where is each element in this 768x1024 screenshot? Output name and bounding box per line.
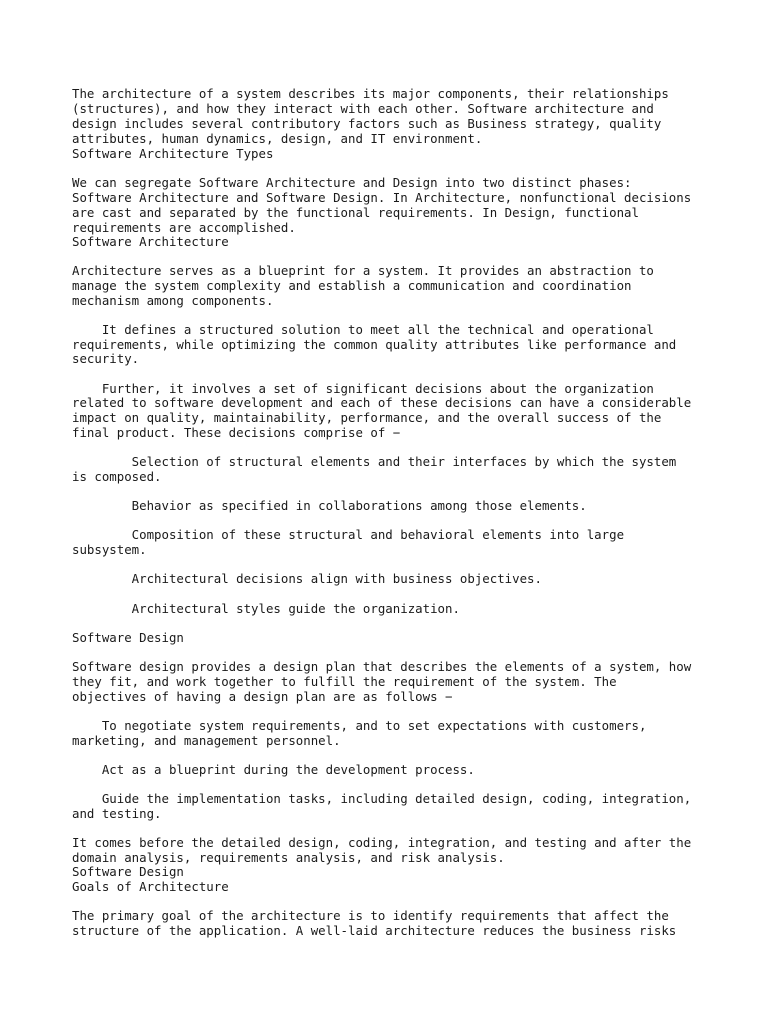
text-line: domain analysis, requirements analysis, and risk analysis. (72, 850, 505, 865)
text-line: The primary goal of the architecture is to identify requirements that affect the (72, 908, 669, 923)
section-heading: Goals of Architecture (72, 879, 229, 894)
text-line: Behavior as specified in collaborations among those elements. (72, 498, 587, 513)
text-line: manage the system complexity and establish a communication and coordination (72, 278, 632, 293)
section-heading: Software Architecture Types (72, 146, 274, 161)
section-heading: Software Design (72, 864, 184, 879)
text-line: Software design provides a design plan that describes the elements of a system, how (72, 659, 692, 674)
text-line: We can segregate Software Architecture and Design into two distinct phases: (72, 175, 632, 190)
text-line: objectives of having a design plan are as follows − (72, 689, 453, 704)
text-line: Composition of these structural and behavioral elements into large (72, 527, 625, 542)
text-line: marketing, and management personnel. (72, 733, 341, 748)
text-line: they fit, and work together to fulfill the requirement of the system. The (72, 674, 617, 689)
text-line: It defines a structured solution to meet all the technical and operational (72, 322, 654, 337)
text-line: related to software development and each of these decisions can have a considerable (72, 395, 692, 410)
text-line: Architectural decisions align with business objectives. (72, 571, 542, 586)
text-line: Architectural styles guide the organization. (72, 601, 460, 616)
text-line: design includes several contributory factors such as Business strategy, quality (72, 116, 662, 131)
text-line: It comes before the detailed design, coding, integration, and testing and after the (72, 835, 692, 850)
text-line: Guide the implementation tasks, including detailed design, coding, integration, (72, 791, 692, 806)
text-line: impact on quality, maintainability, performance, and the overall success of the (72, 410, 662, 425)
text-line: To negotiate system requirements, and to set expectations with customers, (72, 718, 647, 733)
text-line: final product. These decisions comprise of − (72, 425, 401, 440)
text-line: structure of the application. A well-laid architecture reduces the business risks (72, 923, 677, 938)
text-line: requirements are accomplished. (72, 220, 296, 235)
section-heading: Software Design (72, 630, 184, 645)
text-line: are cast and separated by the functional requirements. In Design, functional (72, 205, 639, 220)
text-line: security. (72, 351, 140, 366)
section-heading: Software Architecture (72, 234, 229, 249)
text-line: requirements, while optimizing the common quality attributes like performance and (72, 337, 677, 352)
text-line: Further, it involves a set of significant decisions about the organization (72, 381, 654, 396)
text-line: attributes, human dynamics, design, and IT environment. (72, 131, 483, 146)
text-line: Act as a blueprint during the development process. (72, 762, 475, 777)
text-line: Selection of structural elements and their interfaces by which the system (72, 454, 677, 469)
text-line: mechanism among components. (72, 293, 274, 308)
text-line: Architecture serves as a blueprint for a system. It provides an abstraction to (72, 263, 654, 278)
text-line: and testing. (72, 806, 162, 821)
text-line: is composed. (72, 469, 162, 484)
text-line: subsystem. (72, 542, 147, 557)
text-line: (structures), and how they interact with each other. Software architecture and (72, 101, 654, 116)
text-line: Software Architecture and Software Design. In Architecture, nonfunctional decisions (72, 190, 692, 205)
text-line: The architecture of a system describes its major components, their relationships (72, 86, 669, 101)
